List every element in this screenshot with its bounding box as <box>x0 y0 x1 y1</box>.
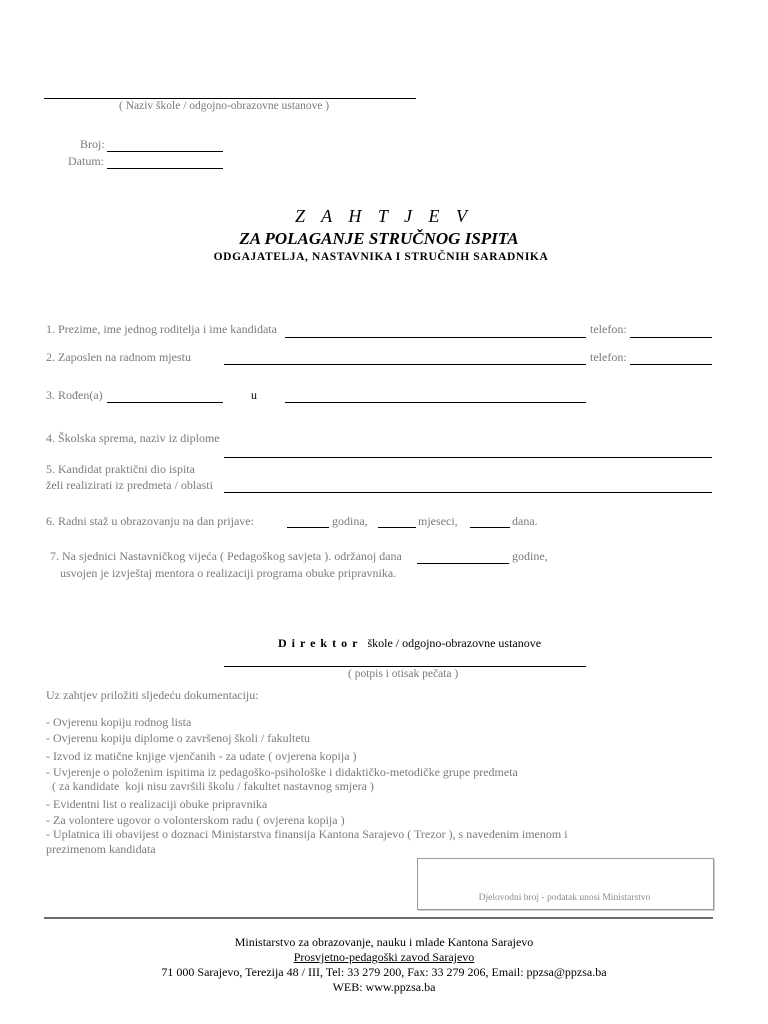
field-7-date-line[interactable] <box>417 563 509 564</box>
document-item: - Uplatnica ili obavijest o doznaci Ministarstva finansija Kantona Sarajevo ( Trezor ), s navedenim imenom i <box>46 827 568 841</box>
ministry-box-caption: Djelovodni broj - podatak unosi Ministarstvo <box>478 893 651 903</box>
field-5-line[interactable] <box>224 492 712 493</box>
document-item: - Izvod iz matične knjige vjenčanih - za udate ( ovjerena kopija ) <box>46 749 357 763</box>
document-item: ( za kandidate koji nisu završili školu / fakultet nastavnog smjera ) <box>46 779 374 793</box>
document-item: - Ovjerenu kopiju rodnog lista <box>46 715 192 729</box>
school-name-line[interactable] <box>44 98 416 99</box>
footer-line-4: WEB: www.ppzsa.ba <box>332 980 436 994</box>
school-name-caption: ( Naziv škole / odgojno-obrazovne ustanove ) <box>119 100 330 112</box>
director-rest: škole / odgojno-obrazovne ustanove <box>367 636 542 650</box>
field-2-telefon-label: telefon: <box>590 350 627 364</box>
field-2-telefon-line[interactable] <box>630 364 712 365</box>
document-title: Z A H T J E V <box>294 206 474 226</box>
field-3-place-line[interactable] <box>285 402 586 403</box>
director-title: D i r e k t o r <box>278 636 359 650</box>
field-6-dana: dana. <box>512 514 538 528</box>
field-6-mjeseci-line[interactable] <box>378 527 416 528</box>
signature-caption: ( potpis i otisak pečata ) <box>348 668 459 680</box>
document-subtitle-2: ODGAJATELJA, NASTAVNIKA I STRUČNIH SARADNIKA <box>213 251 549 263</box>
document-item: - Uvjerenje o položenim ispitima iz pedagoško-psihološke i didaktičko-metodičke grupe predmeta <box>46 765 518 779</box>
document-item: - Ovjerenu kopiju diplome o završenoj školi / fakultetu <box>46 731 310 745</box>
field-6-godina-line[interactable] <box>287 527 329 528</box>
footer-divider <box>44 917 713 919</box>
document-item: prezimenom kandidata <box>46 842 156 856</box>
director-label <box>278 636 541 651</box>
director-signature-line[interactable] <box>224 666 586 667</box>
field-1-line[interactable] <box>285 337 586 338</box>
footer-line-1: Ministarstvo za obrazovanje, nauku i mlade Kantona Sarajevo <box>234 935 534 949</box>
field-7-label-1: 7. Na sjednici Nastavničkog vijeća ( Pedagoškog savjeta ). održanoj dana <box>50 549 402 563</box>
field-2-label: 2. Zaposlen na radnom mjestu <box>46 350 191 364</box>
field-6-godina: godina, <box>332 514 368 528</box>
broj-label: Broj: <box>80 137 105 151</box>
field-7-godine: godine, <box>512 549 548 563</box>
field-3-date-line[interactable] <box>107 402 223 403</box>
field-3-u: u <box>251 388 257 402</box>
field-5-label-1: 5. Kandidat praktični dio ispita <box>46 462 195 476</box>
broj-line[interactable] <box>107 151 223 152</box>
field-4-label: 4. Školska sprema, naziv iz diplome <box>46 431 220 445</box>
document-subtitle: ZA POLAGANJE STRUČNOG ISPITA <box>239 229 519 248</box>
datum-label: Datum: <box>68 154 104 168</box>
field-6-mjeseci: mjeseci, <box>418 514 458 528</box>
document-item: - Za volontere ugovor o volonterskom radu ( ovjerena kopija ) <box>46 813 345 827</box>
documents-intro: Uz zahtjev priložiti sljedeću dokumentaciju: <box>46 688 259 702</box>
field-1-telefon-line[interactable] <box>630 337 712 338</box>
field-7-label-2: usvojen je izvještaj mentora o realizaciji programa obuke pripravnika. <box>60 566 397 580</box>
datum-line[interactable] <box>107 168 223 169</box>
field-1-telefon-label: telefon: <box>590 322 627 336</box>
document-item: - Evidentni list o realizaciji obuke pripravnika <box>46 797 268 811</box>
field-3-label: 3. Rođen(a) <box>46 388 103 402</box>
field-1-label: 1. Prezime, ime jednog roditelja i ime kandidata <box>46 322 277 336</box>
field-6-dana-line[interactable] <box>470 527 510 528</box>
field-2-line[interactable] <box>224 364 586 365</box>
field-5-label-2: želi realizirati iz predmeta / oblasti <box>46 478 213 492</box>
footer-line-2: Prosvjetno-pedagoški zavod Sarajevo <box>293 950 475 964</box>
field-6-label: 6. Radni staž u obrazovanju na dan prijave: <box>46 514 254 528</box>
field-4-line[interactable] <box>224 457 712 458</box>
footer-line-3: 71 000 Sarajevo, Terezija 48 / III, Tel: 33 279 200, Fax: 33 279 206, Email: ppzsa@ppzsa.ba <box>161 965 607 979</box>
